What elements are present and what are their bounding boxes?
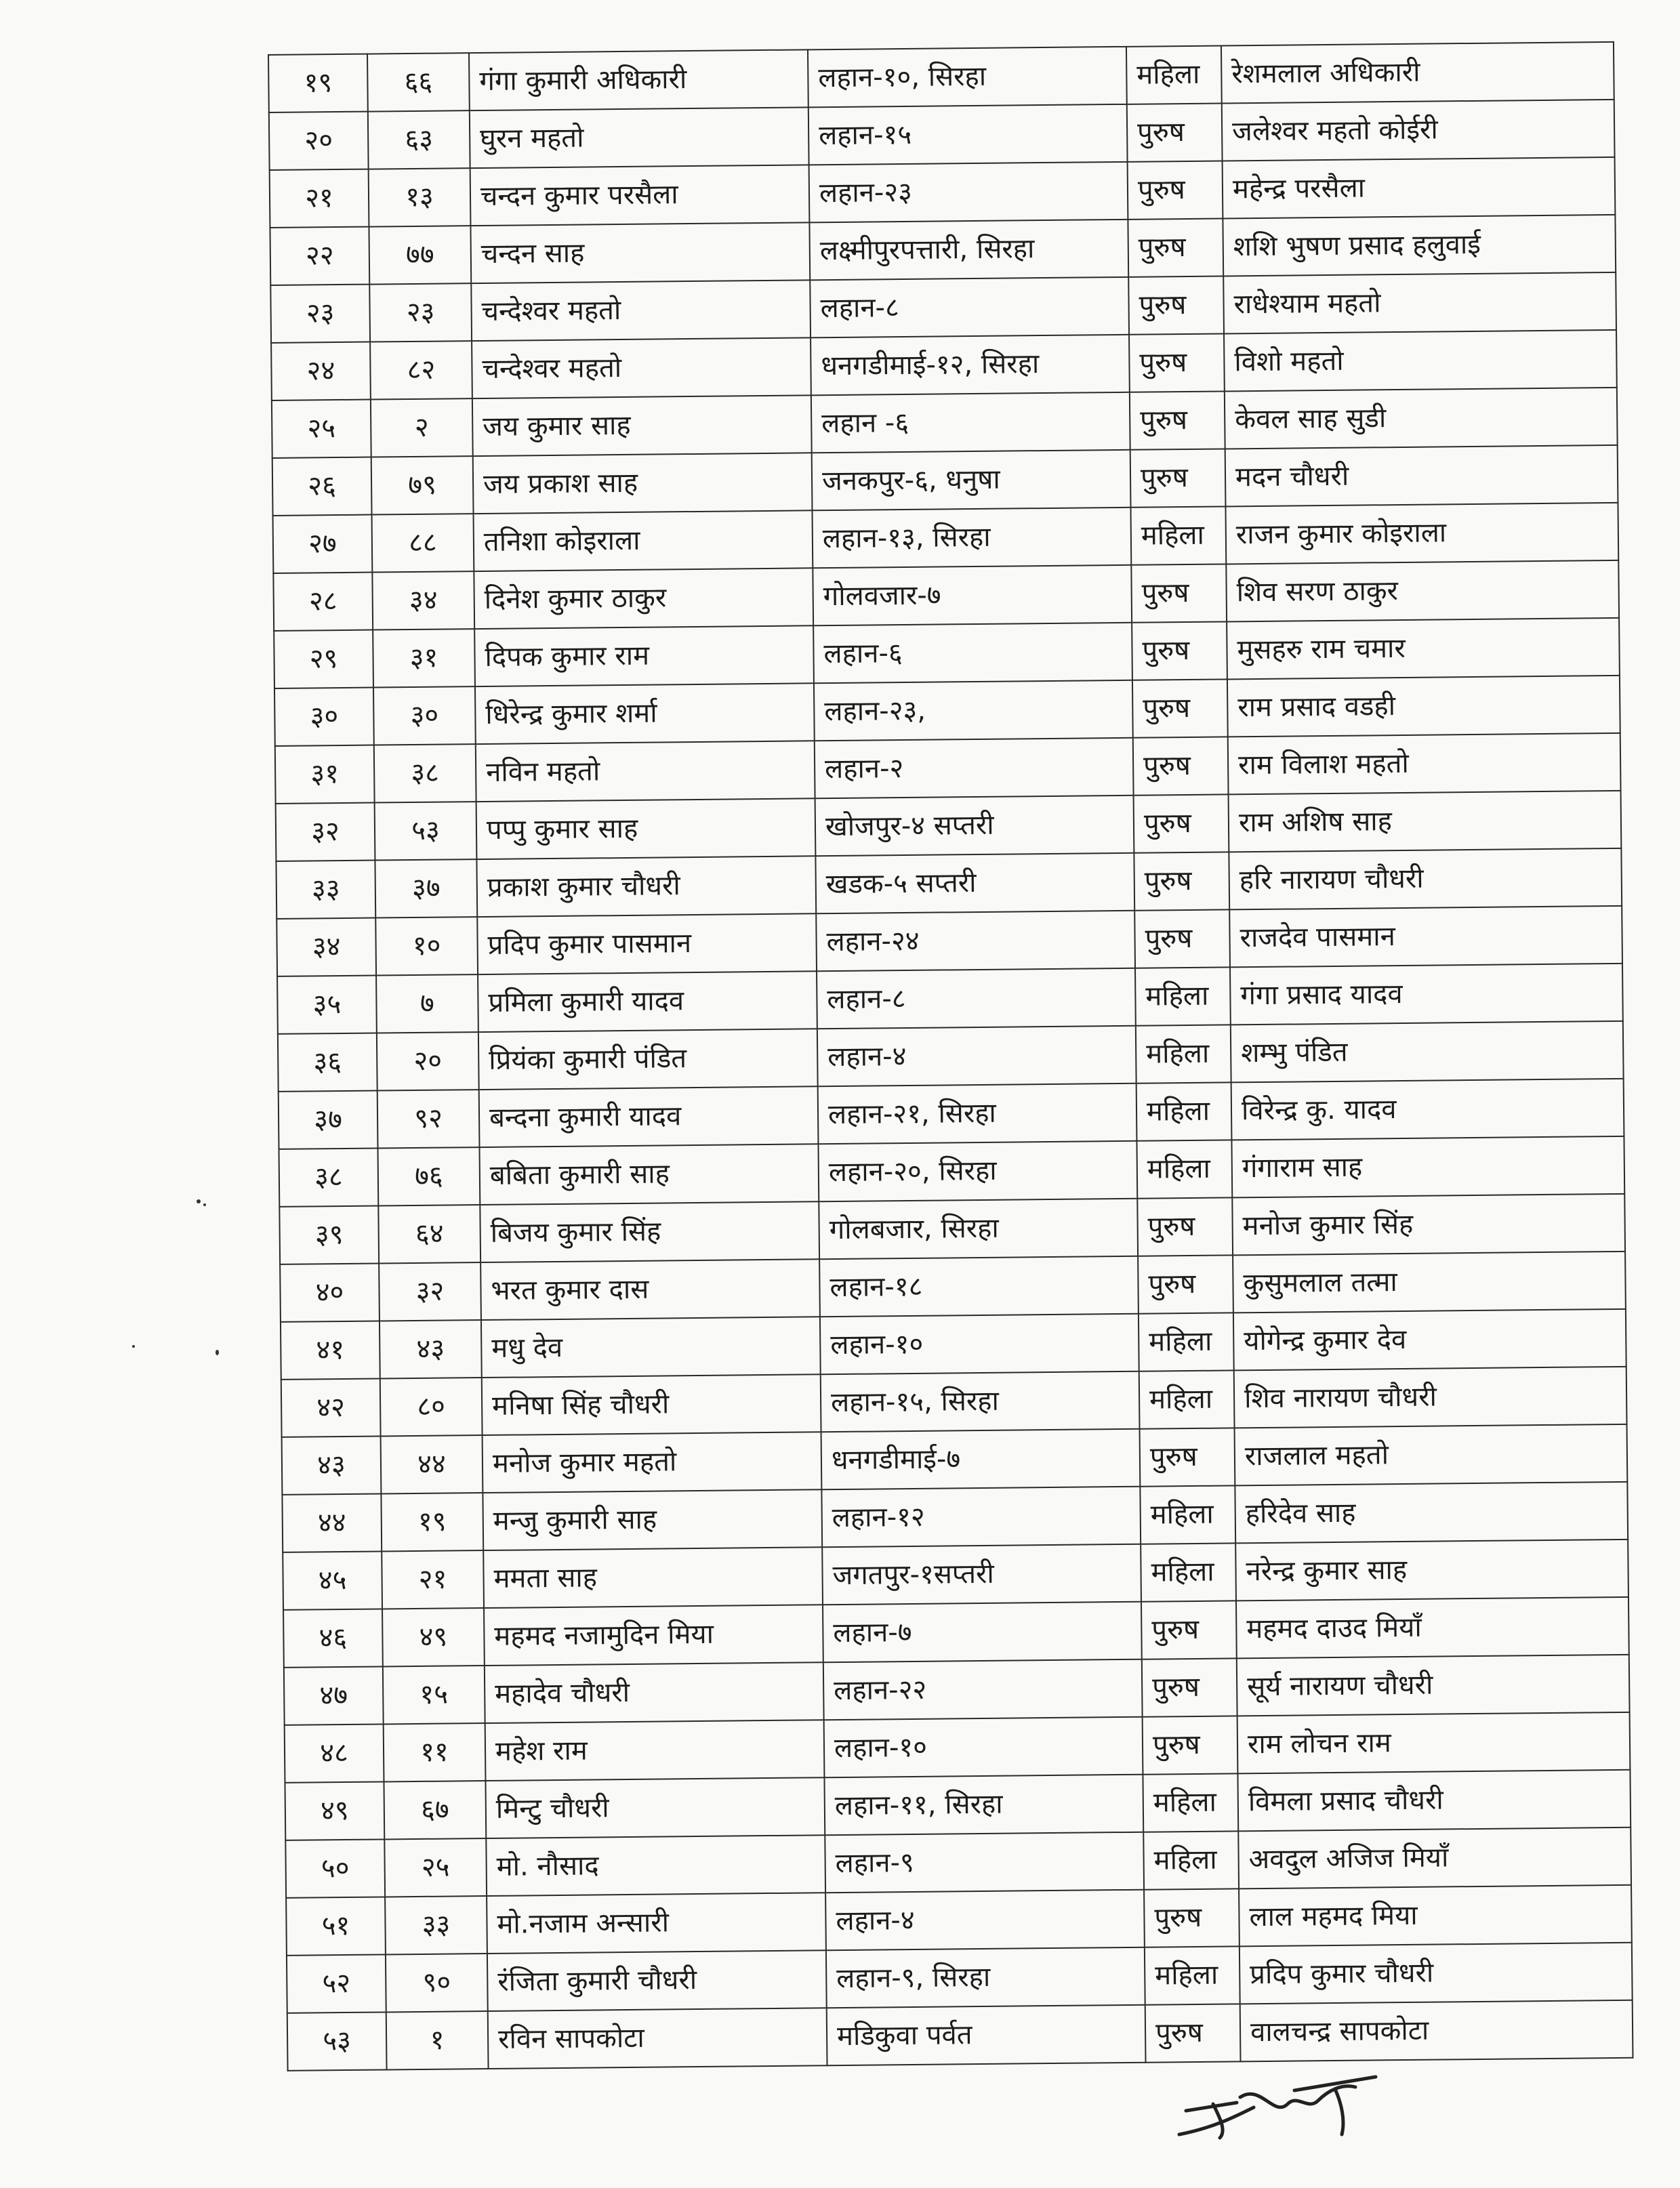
address-cell: जगतपुर-१सप्तरी [822,1544,1141,1605]
serial-number-cell: ३१ [275,745,375,804]
name-cell: मनिषा सिंह चौधरी [482,1374,821,1435]
name-cell: चन्देश्वर महतो [472,337,811,398]
gender-cell: महिला [1139,1313,1234,1371]
roll-number-cell: ४३ [380,1320,482,1378]
guardian-name-cell: राधेश्याम महतो [1223,272,1616,334]
roll-number-cell: ७९ [371,456,474,514]
gender-cell: पुरुष [1144,1888,1239,1947]
gender-cell: पुरुष [1134,909,1230,968]
name-cell: मिन्टु चौधरी [485,1777,825,1838]
gender-cell: महिला [1126,45,1222,104]
roll-number-cell: ८० [380,1378,483,1436]
address-cell: लहान-१०, सिरहा [808,47,1127,108]
name-cell: ममता साह [483,1547,823,1608]
serial-number-cell: ५२ [287,1954,386,2012]
roll-number-cell: ४९ [382,1608,485,1666]
name-cell: बिजय कुमार सिंह [480,1201,819,1262]
name-cell: जय कुमार साह [472,395,812,456]
roll-number-cell: ३४ [372,571,474,629]
gender-cell: महिला [1135,967,1231,1025]
serial-number-cell: २० [269,112,369,170]
signature-mark [1172,2070,1396,2145]
roll-number-cell: १९ [381,1493,483,1551]
guardian-name-cell: विरेन्द्र कु. यादव [1231,1079,1624,1140]
roll-number-cell: ६७ [384,1781,486,1839]
address-cell: लहान-१५ [808,104,1128,165]
roll-number-cell: ३३ [385,1896,487,1954]
gender-cell: महिला [1143,1831,1239,1889]
guardian-name-cell: लाल महमद मिया [1239,1885,1632,1947]
address-cell: लहान-४ [817,1026,1136,1087]
serial-number-cell: ५० [285,1839,385,1897]
name-cell: प्रमिला कुमारी यादव [478,971,817,1032]
name-cell: महादेव चौधरी [485,1662,824,1723]
guardian-name-cell: महेन्द्र परसैला [1223,157,1616,219]
roll-number-cell: ३० [373,686,476,745]
name-cell: रंजिता कुमारी चौधरी [487,1950,827,2011]
register-table-body [268,42,1633,2071]
gender-cell: पुरुष [1143,1716,1238,1774]
guardian-name-cell: राम प्रसाद वडही [1227,676,1620,737]
roll-number-cell: ७७ [369,226,471,284]
guardian-name-cell: हरिदेव साह [1235,1482,1628,1544]
roll-number-cell: ३८ [374,744,476,802]
guardian-name-cell: राजन कुमार कोइराला [1225,503,1618,564]
address-cell: लहान-२३, [814,680,1133,741]
address-cell: लहान-२ [815,738,1134,799]
serial-number-cell: ३६ [278,1033,377,1092]
gender-cell: पुरुष [1127,103,1223,161]
gender-cell: महिला [1130,506,1226,564]
roll-number-cell: १० [375,917,478,975]
gender-cell: पुरुष [1131,564,1227,622]
serial-number-cell: ३३ [276,861,375,919]
gender-cell: महिला [1143,1773,1238,1832]
gender-cell: पुरुष [1128,276,1224,334]
serial-number-cell: ४९ [285,1781,384,1840]
gender-cell: पुरुष [1132,621,1227,680]
roll-number-cell: २१ [382,1550,484,1609]
name-cell: चन्दन कुमार परसैला [470,165,810,226]
serial-number-cell: ४७ [284,1666,384,1725]
guardian-name-cell: राम अशिष साह [1229,791,1622,852]
address-cell: लहान -६ [811,392,1130,453]
gender-cell: महिला [1136,1140,1232,1198]
name-cell: मो. नौसाद [486,1835,825,1896]
address-cell: लहान-२१, सिरहा [818,1083,1137,1144]
gender-cell: महिला [1140,1485,1235,1544]
register-table-wrapper [268,41,1632,2071]
address-cell: लहान-७ [823,1602,1142,1663]
serial-number-cell: ४० [280,1264,380,1322]
serial-number-cell: १९ [268,54,368,112]
roll-number-cell: २३ [369,283,472,342]
guardian-name-cell: राम विलाश महतो [1228,733,1621,795]
name-cell: मधु देव [481,1317,821,1378]
gender-cell: पुरुष [1128,218,1223,276]
serial-number-cell: ५१ [286,1897,386,1955]
serial-number-cell: २१ [270,169,369,228]
roll-number-cell: ३२ [379,1262,481,1321]
roll-number-cell: १३ [369,168,471,226]
name-cell: भरत कुमार दास [480,1259,820,1320]
guardian-name-cell: गंगा प्रसाद यादव [1230,964,1623,1025]
register-table [268,41,1633,2071]
guardian-name-cell: योगेन्द्र कुमार देव [1233,1309,1626,1371]
serial-number-cell: ४४ [282,1493,382,1552]
serial-number-cell: २७ [273,515,373,573]
roll-number-cell: ११ [384,1723,486,1781]
address-cell: धनगडीमाई-७ [821,1429,1141,1490]
name-cell: महमद नजामुदिन मिया [484,1605,823,1666]
gender-cell: महिला [1141,1543,1236,1601]
guardian-name-cell: विमला प्रसाद चौधरी [1237,1770,1631,1832]
guardian-name-cell: शशि भुषण प्रसाद हलुवाई [1223,215,1616,276]
guardian-name-cell: राजलाल महतो [1235,1424,1628,1486]
roll-number-cell: ४४ [381,1435,483,1493]
gender-cell: महिला [1145,1946,1240,2004]
name-cell: महेश राम [485,1720,825,1781]
name-cell: दिनेश कुमार ठाकुर [474,568,813,629]
roll-number-cell: २० [377,1032,479,1090]
roll-number-cell: २५ [384,1838,487,1897]
scan-speck [203,1203,206,1206]
guardian-name-cell: जलेश्वर महतो कोईरी [1222,100,1615,161]
roll-number-cell: ६६ [367,53,470,111]
gender-cell: पुरुष [1145,2004,1241,2062]
address-cell: लहान-११, सिरहा [824,1775,1143,1836]
name-cell: बन्दना कुमारी यादव [479,1086,819,1147]
address-cell: लहान-८ [817,968,1136,1029]
serial-number-cell: ४३ [282,1436,382,1494]
address-cell: धनगडीमाई-१२, सिरहा [811,335,1130,396]
guardian-name-cell: शिव नारायण चौधरी [1234,1367,1627,1428]
guardian-name-cell: विशो महतो [1224,330,1617,392]
address-cell: लहान-१० [824,1717,1143,1778]
name-cell: धिरेन्द्र कुमार शर्मा [475,683,815,744]
name-cell: मो.नजाम अन्सारी [487,1893,826,1954]
name-cell: पप्पु कुमार साह [476,798,816,859]
roll-number-cell: २ [371,398,473,457]
gender-cell: पुरुष [1138,1255,1233,1313]
roll-number-cell: १ [386,2011,489,2069]
address-cell: लहान-८ [810,277,1129,338]
gender-cell: पुरुष [1130,391,1225,449]
serial-number-cell: २३ [270,285,370,343]
name-cell: घुरन महतो [470,107,809,168]
gender-cell: पुरुष [1128,161,1223,219]
address-cell: लहान-२३ [809,162,1128,223]
name-cell: रविन सापकोटा [488,2008,827,2069]
roll-number-cell: ९० [386,1954,488,2012]
guardian-name-cell: नरेन्द्र कुमार साह [1235,1540,1628,1601]
guardian-name-cell: राजदेव पासमान [1229,906,1622,968]
gender-cell: पुरुष [1137,1197,1233,1256]
guardian-name-cell: मदन चौधरी [1225,445,1618,507]
gender-cell: पुरुष [1134,794,1229,852]
serial-number-cell: ३८ [279,1149,379,1207]
guardian-name-cell: प्रदिप कुमार चौधरी [1239,1943,1633,2004]
guardian-name-cell: महमद दाउद मियाँ [1236,1597,1629,1659]
guardian-name-cell: राम लोचन राम [1237,1712,1631,1774]
serial-number-cell: २२ [270,227,369,285]
serial-number-cell: ५३ [287,2012,387,2070]
roll-number-cell: ३१ [373,629,475,687]
guardian-name-cell: कुसुमलाल तत्मा [1233,1252,1626,1313]
serial-number-cell: ४५ [283,1551,382,1609]
address-cell: खडक-५ सप्तरी [815,853,1134,914]
address-cell: मडिकुवा पर्वत [827,2005,1146,2066]
serial-number-cell: ३७ [279,1091,378,1149]
roll-number-cell: ९२ [377,1090,480,1148]
gender-cell: पुरुष [1133,737,1229,795]
serial-number-cell: ४६ [283,1609,383,1667]
gender-cell: महिला [1136,1082,1232,1140]
serial-number-cell: ४१ [281,1321,380,1380]
gender-cell: पुरुष [1140,1428,1235,1486]
roll-number-cell: ३७ [375,859,477,917]
address-cell: गोलवजार-७ [813,565,1132,626]
guardian-name-cell: रेशमलाल अधिकारी [1221,42,1614,104]
guardian-name-cell: अवदुल अजिज मियाँ [1238,1828,1631,1889]
serial-number-cell: २४ [271,342,371,400]
guardian-name-cell: केवल साह सुडी [1225,388,1618,449]
name-cell: प्रियंका कुमारी पंडित [478,1029,818,1090]
address-cell: लहान-९ [825,1832,1144,1893]
address-cell: लहान-१५, सिरहा [821,1371,1140,1432]
address-cell: गोलबजार, सिरहा [819,1199,1138,1260]
gender-cell: पुरुष [1141,1601,1237,1659]
serial-number-cell: ४२ [281,1378,381,1437]
name-cell: प्रकाश कुमार चौधरी [476,856,816,917]
roll-number-cell: ८८ [372,514,474,572]
guardian-name-cell: गंगाराम साह [1231,1136,1624,1198]
scan-speck [197,1199,201,1203]
gender-cell: महिला [1136,1025,1231,1083]
serial-number-cell: ३९ [279,1206,379,1264]
name-cell: दिपक कुमार राम [474,625,814,686]
guardian-name-cell: वालचन्द्र सापकोटा [1240,2000,1633,2062]
gender-cell: पुरुष [1130,449,1226,507]
serial-number-cell: ४८ [285,1724,384,1782]
name-cell: चन्दन साह [470,222,810,283]
address-cell: लहान-४ [825,1890,1145,1951]
serial-number-cell: ३२ [276,803,375,861]
gender-cell: पुरुष [1132,679,1228,737]
gender-cell: महिला [1139,1370,1235,1428]
gender-cell: पुरुष [1129,333,1225,392]
address-cell: लहान-१२ [821,1487,1141,1548]
serial-number-cell: ३४ [276,918,376,976]
scan-speck [216,1350,219,1355]
serial-number-cell: ३५ [277,976,377,1034]
serial-number-cell: २६ [272,457,372,516]
address-cell: लहान-१८ [819,1256,1139,1317]
name-cell: नविन महतो [476,741,815,802]
serial-number-cell: २५ [272,400,371,458]
table-row [287,2000,1633,2071]
name-cell: बबिता कुमारी साह [479,1144,819,1205]
name-cell: गंगा कुमारी अधिकारी [469,49,808,110]
address-cell: खोजपुर-४ सप्तरी [815,796,1134,856]
name-cell: चन्देश्वर महतो [471,280,811,341]
address-cell: जनकपुर-६, धनुषा [812,450,1131,511]
roll-number-cell: १५ [383,1666,485,1724]
guardian-name-cell: सूर्य नारायण चौधरी [1237,1655,1630,1716]
name-cell: मनोज कुमार महतो [483,1432,822,1493]
guardian-name-cell: हरि नारायण चौधरी [1229,848,1622,910]
name-cell: मन्जु कुमारी साह [483,1489,822,1550]
name-cell: तनिशा कोइराला [474,510,813,571]
serial-number-cell: २८ [273,573,373,631]
address-cell: लहान-१३, सिरहा [813,508,1132,569]
guardian-name-cell: मनोज कुमार सिंह [1232,1194,1625,1256]
address-cell: लहान-२०, सिरहा [818,1141,1137,1202]
address-cell: लहान-९, सिरहा [826,1947,1145,2008]
serial-number-cell: ३० [274,688,374,746]
serial-number-cell: २९ [274,630,373,688]
guardian-name-cell: मुसहरु राम चमार [1227,618,1620,680]
guardian-name-cell: शिव सरण ठाकुर [1226,560,1619,622]
roll-number-cell: ८२ [370,341,472,399]
address-cell: लहान-१० [820,1314,1139,1375]
gender-cell: पुरुष [1142,1658,1237,1716]
guardian-name-cell: शम्भु पंडित [1231,1021,1624,1083]
scan-speck [132,1345,135,1348]
address-cell: लक्ष्मीपुरपत्तारी, सिरहा [809,220,1128,281]
address-cell: लहान-२४ [816,911,1135,972]
roll-number-cell: ७६ [378,1147,480,1205]
address-cell: लहान-६ [813,623,1132,684]
roll-number-cell: ७ [376,974,478,1033]
roll-number-cell: ५३ [375,802,477,860]
roll-number-cell: ६३ [368,110,470,169]
roll-number-cell: ६४ [378,1205,480,1263]
name-cell: प्रदिप कुमार पासमान [477,913,817,974]
gender-cell: पुरुष [1134,852,1229,910]
name-cell: जय प्रकाश साह [473,453,813,514]
address-cell: लहान-२२ [823,1659,1143,1720]
